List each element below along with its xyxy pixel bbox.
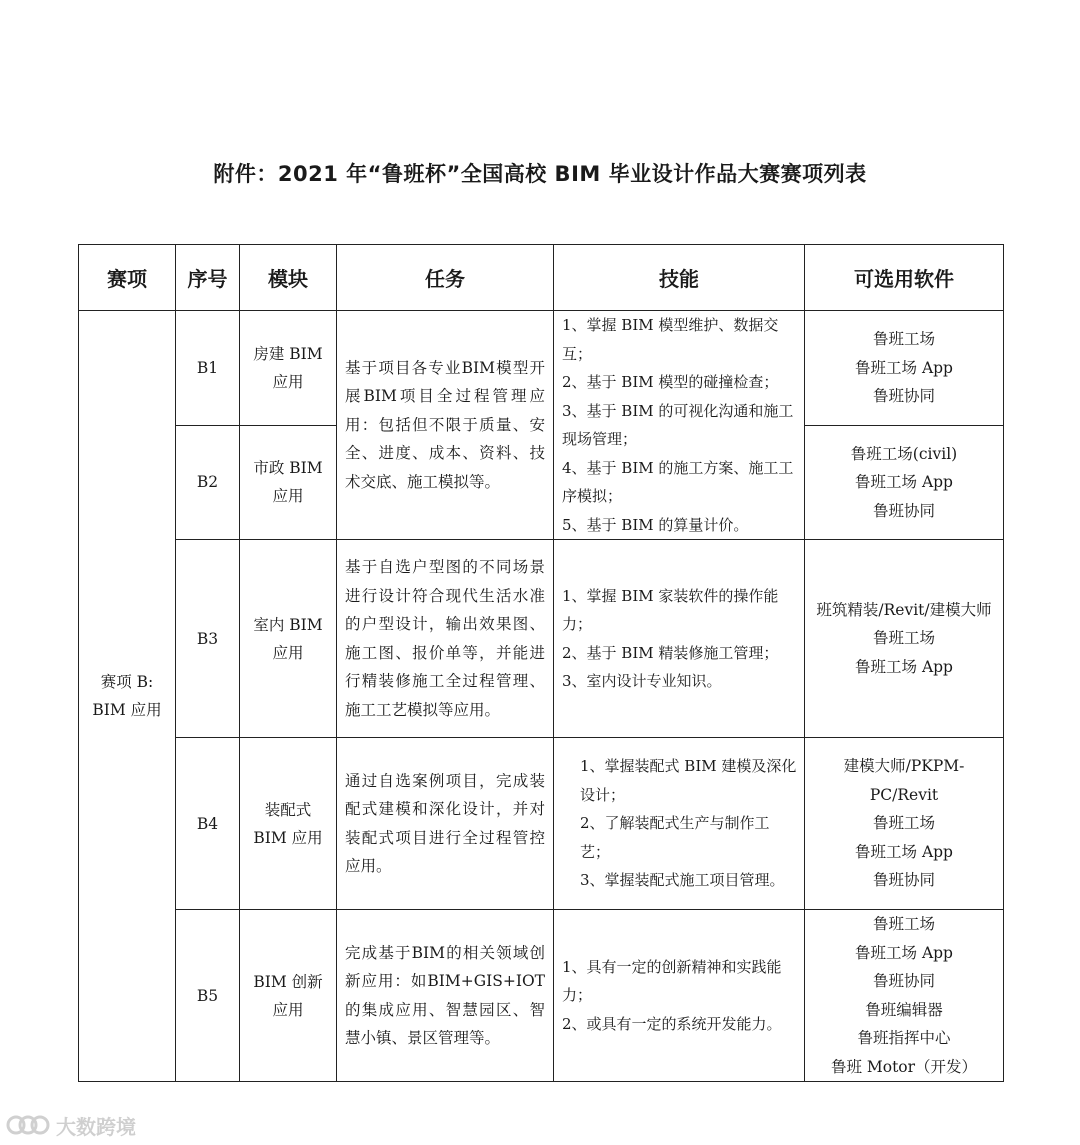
row-module: 装配式 BIM 应用 xyxy=(240,738,337,910)
skill-item: 1、掌握 BIM 家装软件的操作能力； xyxy=(562,586,779,633)
row-software xyxy=(805,540,1004,738)
skill-item: 3、室内设计专业知识。 xyxy=(562,672,722,690)
document-title: 附件：2021 年“鲁班杯”全国高校 BIM 毕业设计作品大赛赛项列表 xyxy=(213,162,867,186)
skill-item: 2、基于 BIM 精装修施工管理； xyxy=(562,643,779,662)
watermark-logo-icon xyxy=(6,1112,50,1138)
row-skills xyxy=(554,540,805,738)
row-module: 市政 BIM 应用 xyxy=(240,425,337,540)
software-item: 鲁班协同 xyxy=(872,387,935,405)
software-item: 鲁班 Motor（开发） xyxy=(830,1057,978,1076)
software-item: 鲁班工场 App xyxy=(855,358,953,377)
software-item: 班筑精装/Revit/建模大师 xyxy=(816,600,992,619)
row-module: 室内 BIM 应用 xyxy=(240,540,337,738)
software-item: 鲁班指挥中心 xyxy=(857,1029,951,1047)
row-module: 房建 BIM 应用 xyxy=(240,311,337,426)
software-item: 鲁班编辑器 xyxy=(865,1000,943,1019)
skill-item: 4、基于 BIM 的施工方案、施工工序模拟； xyxy=(562,458,794,505)
software-item: 鲁班工场 App xyxy=(855,842,953,861)
software-item: 鲁班工场 xyxy=(872,915,935,933)
skill-item: 1、具有一定的创新精神和实践能力； xyxy=(562,957,782,1005)
software-item: 鲁班工场(civil) xyxy=(850,444,958,463)
row-id: B3 xyxy=(176,540,240,738)
row-software xyxy=(805,910,1004,1082)
table-row xyxy=(79,311,1004,426)
skill-item: 3、掌握装配式施工项目管理。 xyxy=(580,871,785,890)
table-row xyxy=(79,540,1004,738)
row-skills xyxy=(554,738,805,910)
table-header-row xyxy=(79,245,1004,311)
header-category: 赛项 xyxy=(79,245,176,311)
software-item: 鲁班协同 xyxy=(872,972,935,990)
software-item: 鲁班工场 App xyxy=(855,943,953,962)
skill-item: 1、掌握 BIM 模型维护、数据交互； xyxy=(562,316,779,363)
header-module: 模块 xyxy=(240,245,337,311)
skill-item: 2、了解装配式生产与制作工艺； xyxy=(580,814,770,861)
software-item: 鲁班工场 xyxy=(872,330,935,348)
row-task: 基于自选户型图的不同场景进行设计符合现代生活水准的户型设计，输出效果图、施工图、报价单等，并能进行精装修施工全过程管理、施工工艺模拟等应用。 xyxy=(337,540,554,738)
row-skills xyxy=(554,910,805,1082)
watermark xyxy=(6,1110,136,1140)
software-item: 鲁班工场 xyxy=(872,629,935,648)
category-label: 赛项 B: BIM 应用 xyxy=(92,673,162,719)
software-item: 鲁班协同 xyxy=(872,501,935,520)
table-row xyxy=(79,738,1004,910)
row-skills xyxy=(554,311,805,540)
row-id: B2 xyxy=(176,425,240,540)
software-item: 鲁班工场 App xyxy=(855,473,953,491)
row-id: B4 xyxy=(176,738,240,910)
row-software xyxy=(805,425,1004,540)
skill-item: 3、基于 BIM 的可视化沟通和施工现场管理； xyxy=(562,401,794,448)
software-item: 鲁班工场 App xyxy=(855,657,953,676)
competition-table xyxy=(78,244,1004,1082)
row-id: B1 xyxy=(176,311,240,426)
software-item: 鲁班工场 xyxy=(872,814,935,833)
category-cell xyxy=(79,311,176,1082)
row-task: 完成基于BIM的相关领域创新应用：如BIM+GIS+IOT 的集成应用、智慧园区、智慧小镇、景区管理等。 xyxy=(337,910,554,1082)
header-software: 可选用软件 xyxy=(805,245,1004,311)
table-row xyxy=(79,910,1004,1082)
row-id: B5 xyxy=(176,910,240,1082)
skill-item: 2、或具有一定的系统开发能力。 xyxy=(562,1014,782,1033)
row-software xyxy=(805,738,1004,910)
header-skills: 技能 xyxy=(554,245,805,311)
skill-item: 2、基于 BIM 模型的碰撞检查； xyxy=(562,373,779,391)
skill-item: 1、掌握装配式 BIM 建模及深化设计； xyxy=(580,757,797,804)
row-task: 通过自选案例项目，完成装配式建模和深化设计，并对装配式项目进行全过程管控应用。 xyxy=(337,738,554,910)
row-software xyxy=(805,311,1004,426)
software-item: 建模大师/PKPM-PC/Revit xyxy=(843,757,965,804)
row-task: 基于项目各专业BIM模型开展BIM项目全过程管理应用：包括但不限于质量、安全、进度、成本、资料、技术交底、施工模拟等。 xyxy=(337,311,554,540)
skill-item: 5、基于 BIM 的算量计价。 xyxy=(562,515,749,534)
row-module: BIM 创新应用 xyxy=(240,910,337,1082)
watermark-text: 大数跨境 xyxy=(56,1114,136,1139)
header-task: 任务 xyxy=(337,245,554,311)
software-item: 鲁班协同 xyxy=(872,871,935,890)
header-index: 序号 xyxy=(176,245,240,311)
